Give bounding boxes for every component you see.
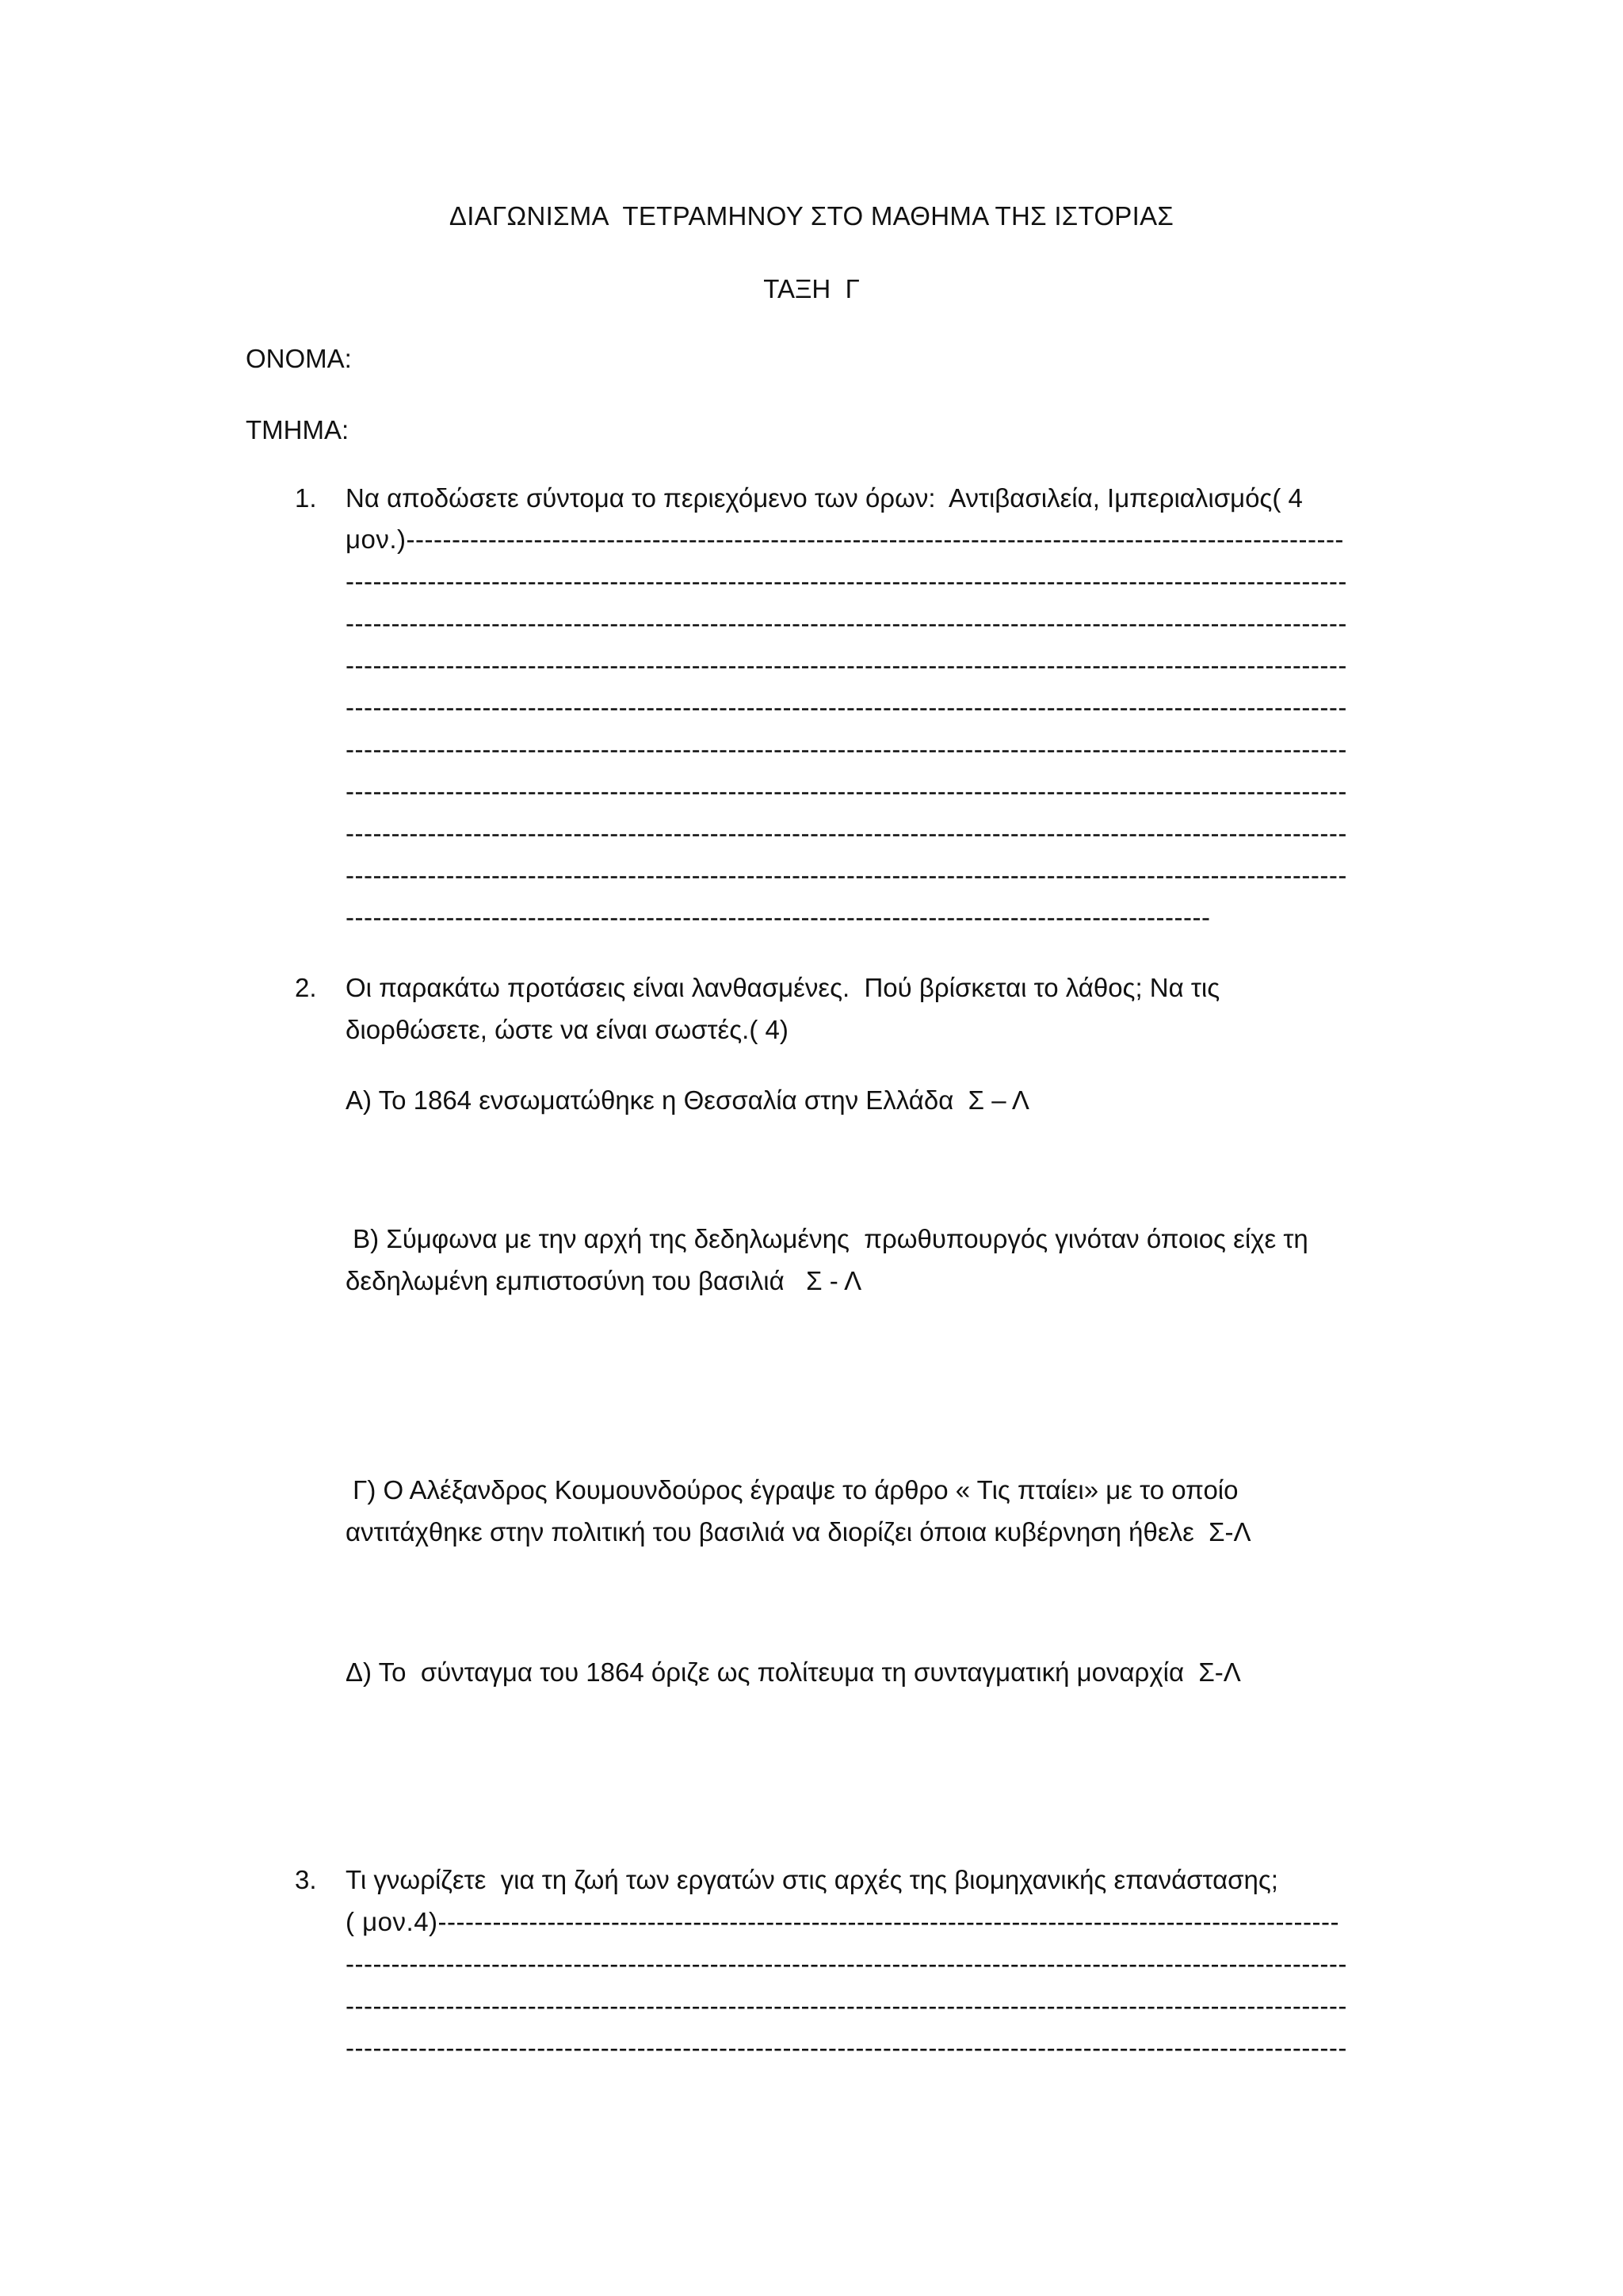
answer-line: -------------------------------------------------------------------------------------------------------------- — [346, 2033, 1347, 2062]
question-1-marks-line: μον.)------------------------------------------------------------------------------------------------------- — [346, 524, 1344, 554]
answer-line: -------------------------------------------------------------------------------------------------------------- — [346, 818, 1347, 848]
statement-b-cont: δεδηλωμένη εμπιστοσύνη του βασιλιά Σ - Λ — [346, 1266, 862, 1295]
section-field-label: ΤΜΗΜΑ: — [246, 415, 349, 444]
statement-c: Γ) Ο Αλέξανδρος Κουμουνδούρος έγραψε το άρθρο « Τις πταίει» με το οποίο — [346, 1475, 1239, 1505]
answer-line: ----------------------------------------------------------------------------------------------- — [346, 902, 1211, 932]
answer-line: -------------------------------------------------------------------------------------------------------------- — [346, 734, 1347, 764]
question-1-text: Να αποδώσετε σύντομα το περιεχόμενο των όρων: Αντιβασιλεία, Ιμπεριαλισμός( 4 — [346, 483, 1303, 513]
class-label: ΤΑΞΗ Γ — [763, 274, 860, 303]
answer-line: -------------------------------------------------------------------------------------------------------------- — [346, 1991, 1347, 2020]
name-field-label: ΟΝΟΜΑ: — [246, 344, 352, 373]
answer-line: -------------------------------------------------------------------------------------------------------------- — [346, 776, 1347, 806]
statement-d: Δ) Το σύνταγμα του 1864 όριζε ως πολίτευμα τη συνταγματική μοναρχία Σ-Λ — [346, 1657, 1241, 1687]
answer-line: -------------------------------------------------------------------------------------------------------------- — [346, 860, 1347, 890]
statement-a: Α) Το 1864 ενσωματώθηκε η Θεσσαλία στην Ελλάδα Σ – Λ — [346, 1085, 1029, 1115]
question-3-marks-line: ( μον.4)--------------------------------------------------------------------------------------------------- — [346, 1907, 1339, 1936]
question-2-number: 2. — [295, 973, 317, 1002]
answer-line: -------------------------------------------------------------------------------------------------------------- — [346, 566, 1347, 596]
answer-line: -------------------------------------------------------------------------------------------------------------- — [346, 608, 1347, 638]
statement-b: Β) Σύμφωνα με την αρχή της δεδηλωμένης πρωθυπουργός γινόταν όποιος είχε τη — [346, 1224, 1308, 1253]
question-3-text: Τι γνωρίζετε για τη ζωή των εργατών στις αρχές της βιομηχανικής επανάστασης; — [346, 1865, 1278, 1894]
answer-line: -------------------------------------------------------------------------------------------------------------- — [346, 692, 1347, 722]
question-2-text: Οι παρακάτω προτάσεις είναι λανθασμένες. Πού βρίσκεται το λάθος; Να τις — [346, 973, 1220, 1002]
question-2-text-cont: διορθώσετε, ώστε να είναι σωστές.( 4) — [346, 1015, 789, 1044]
statement-c-cont: αντιτάχθηκε στην πολιτική του βασιλιά να διορίζει όποια κυβέρνηση ήθελε Σ-Λ — [346, 1517, 1251, 1547]
answer-line: -------------------------------------------------------------------------------------------------------------- — [346, 650, 1347, 680]
question-3-number: 3. — [295, 1865, 317, 1894]
exam-title: ΔΙΑΓΩΝΙΣΜΑ ΤΕΤΡΑΜΗΝΟΥ ΣΤΟ ΜΑΘΗΜΑ ΤΗΣ ΙΣΤΟΡΙΑΣ — [449, 201, 1174, 231]
question-1-number: 1. — [295, 483, 317, 513]
answer-line: -------------------------------------------------------------------------------------------------------------- — [346, 1949, 1347, 1978]
